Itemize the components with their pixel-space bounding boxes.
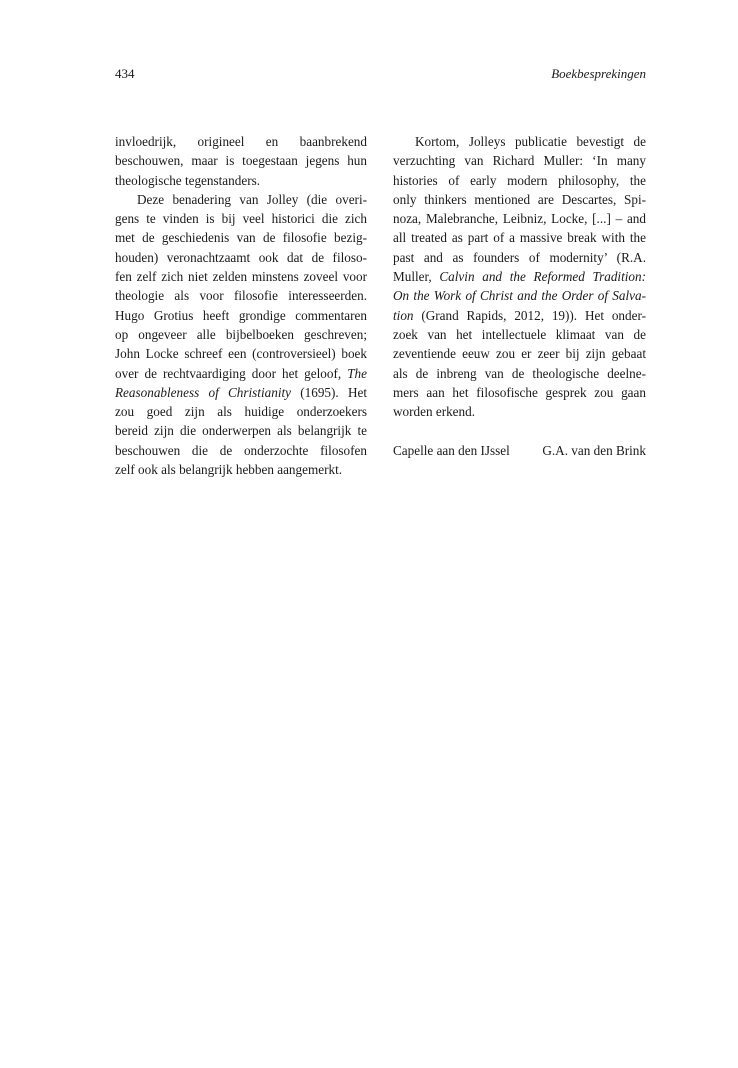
signature [393,441,646,460]
page-header [115,66,646,86]
running-head: Boekbesprekingen [551,66,646,81]
text-line: bereid zijn die onderwerpen als belangrijk te [115,423,367,439]
text-line: worden erkend. [393,404,476,420]
signature-author: G.A. van den Brink [542,442,646,458]
text-line: houden) veronachtzaamt ook dat de filoso- [115,249,367,265]
text-line [115,364,367,383]
text-line: met de geschiedenis van de filosofie bezig- [115,230,367,246]
text-line: beschouwen die de onderzochte filosofen [115,442,367,458]
text-line: zoek van het intellectuele klimaat van de [393,326,646,342]
text-line: histories of early modern philosophy, the [393,172,646,188]
book-title: Calvin and the Reformed Tradition: [439,269,646,285]
spacer [393,421,646,440]
text-line: John Locke schreef een (controversieel) boek [115,346,367,362]
text-run: over de rechtvaardiging door het geloof, [115,365,348,381]
text-line: zelf ook als belangrijk hebben aangemerkt. [115,462,343,478]
book-title: The [347,365,367,381]
text-line [393,286,646,305]
book-title: On the Work of Christ and the Order of Salva- [393,288,646,304]
text-run: (Grand Rapids, 2012, 19)). Het onder- [413,307,646,323]
text-line: theologie als voor filosofie interesseerden. [115,288,367,304]
signature-place: Capelle aan den IJssel [393,442,510,458]
text-line: only thinkers mentioned are Descartes, Spi- [393,191,646,207]
text-line: mers aan het filosofische gesprek zou gaan [393,384,646,400]
book-title: Reasonableness of Christianity [115,384,292,400]
text-line: all treated as part of a massive break with the [393,230,646,246]
text-line: als de inbreng van de theologische deelne- [393,365,646,381]
text-line: noza, Malebranche, Leibniz, Locke, [...] – and [393,211,646,227]
right-column [393,132,646,460]
text-line: Deze benadering van Jolley (die overi- [137,191,367,207]
text-line: gens te vinden is bij veel historici die zich [115,211,367,227]
text-line [115,383,367,402]
text-run: Muller, [393,269,440,285]
text-run: (1695). Het [291,384,368,400]
text-line: Kortom, Jolleys publicatie bevestigt de [415,134,646,149]
text-line: fen zelf zich niet zelden minstens zoveel voor [115,269,367,285]
text-line: past and as founders of modernity’ (R.A. [393,249,646,265]
text-line: verzuchting van Richard Muller: ‘In many [393,153,646,169]
text-line [393,306,646,325]
page-number: 434 [115,66,135,81]
book-title: tion [393,307,414,323]
text-line: theologische tegenstanders. [115,172,261,188]
text-line: invloedrijk, origineel en baanbrekend [115,134,367,149]
text-line: beschouwen, maar is toegestaan jegens hun [115,153,367,169]
text-line: op ongeveer alle bijbelboeken geschreven; [115,326,367,342]
text-line [393,267,646,286]
text-line: zeventiende eeuw zou er zeer bij zijn gebaat [393,346,646,362]
text-line: zou goed zijn als huidige onderzoekers [115,404,367,420]
left-column [115,132,367,479]
text-line: Hugo Grotius heeft grondige commentaren [115,307,367,323]
